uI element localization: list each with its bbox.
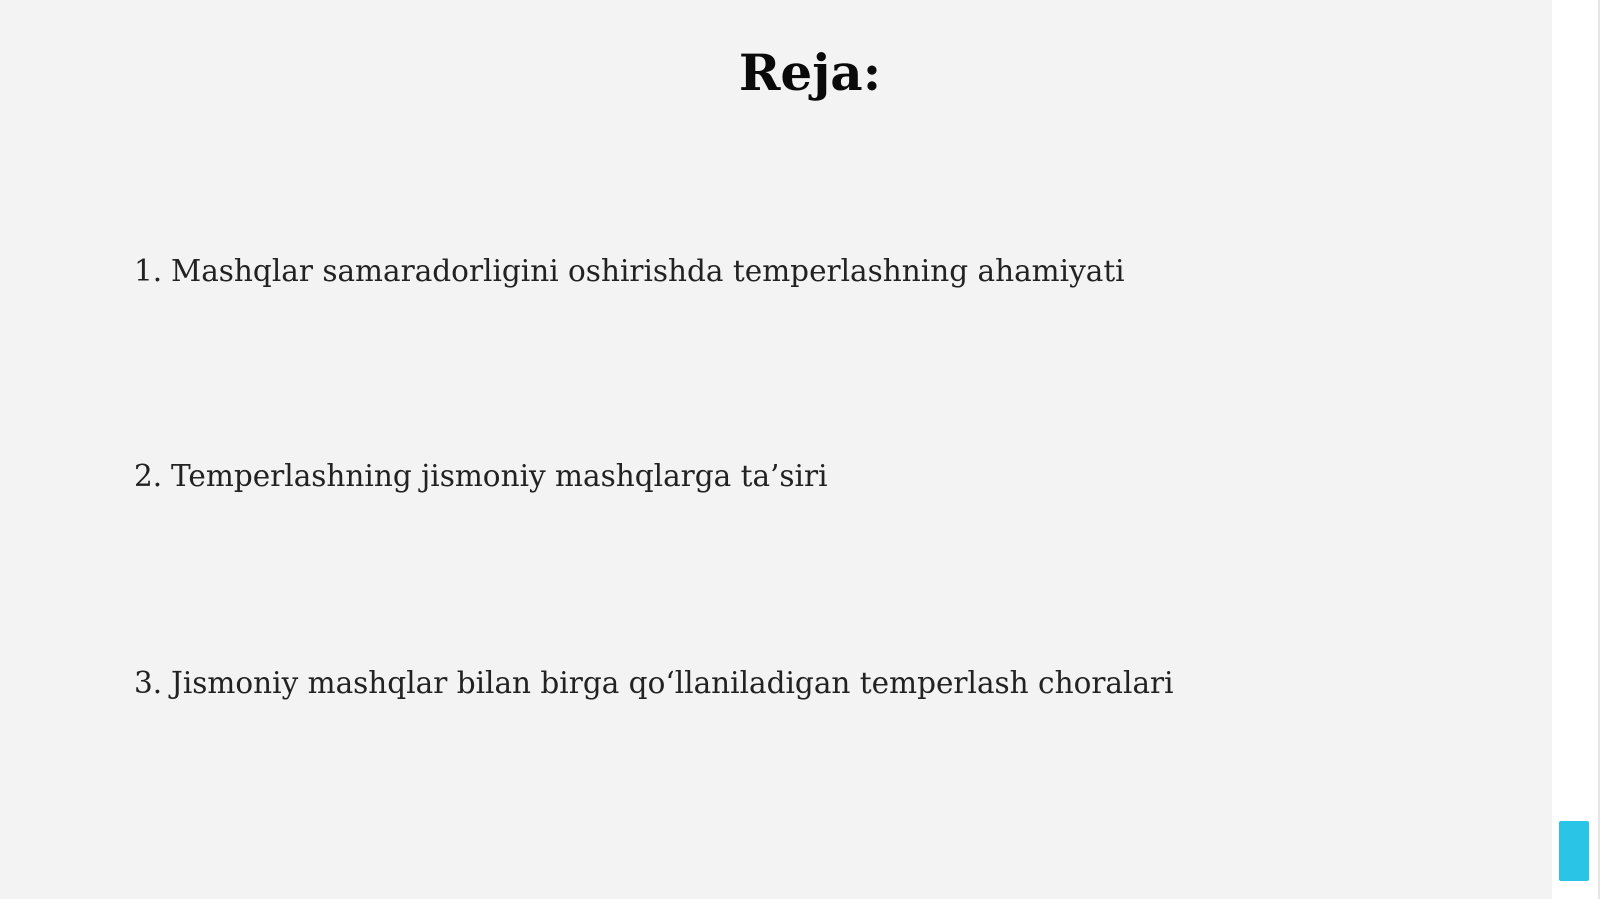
accent-tab-button[interactable] <box>1559 821 1589 881</box>
viewer-right-margin <box>1552 0 1600 899</box>
plan-item <box>134 663 1174 703</box>
plan-item-text: Jismoniy mashqlar bilan birga qo‘llaniladigan temperlash choralari <box>171 666 1174 700</box>
plan-item-number: 1. <box>134 254 163 288</box>
plan-item-number: 2. <box>134 459 163 493</box>
plan-item-text: Mashqlar samaradorligini oshirishda temperlashning ahamiyati <box>171 254 1125 288</box>
plan-item-number: 3. <box>134 666 163 700</box>
plan-item <box>134 251 1125 291</box>
plan-item <box>134 456 828 496</box>
slide-title: Reja: <box>738 43 882 102</box>
plan-item-text: Temperlashning jismoniy mashqlarga ta’siri <box>171 459 828 493</box>
